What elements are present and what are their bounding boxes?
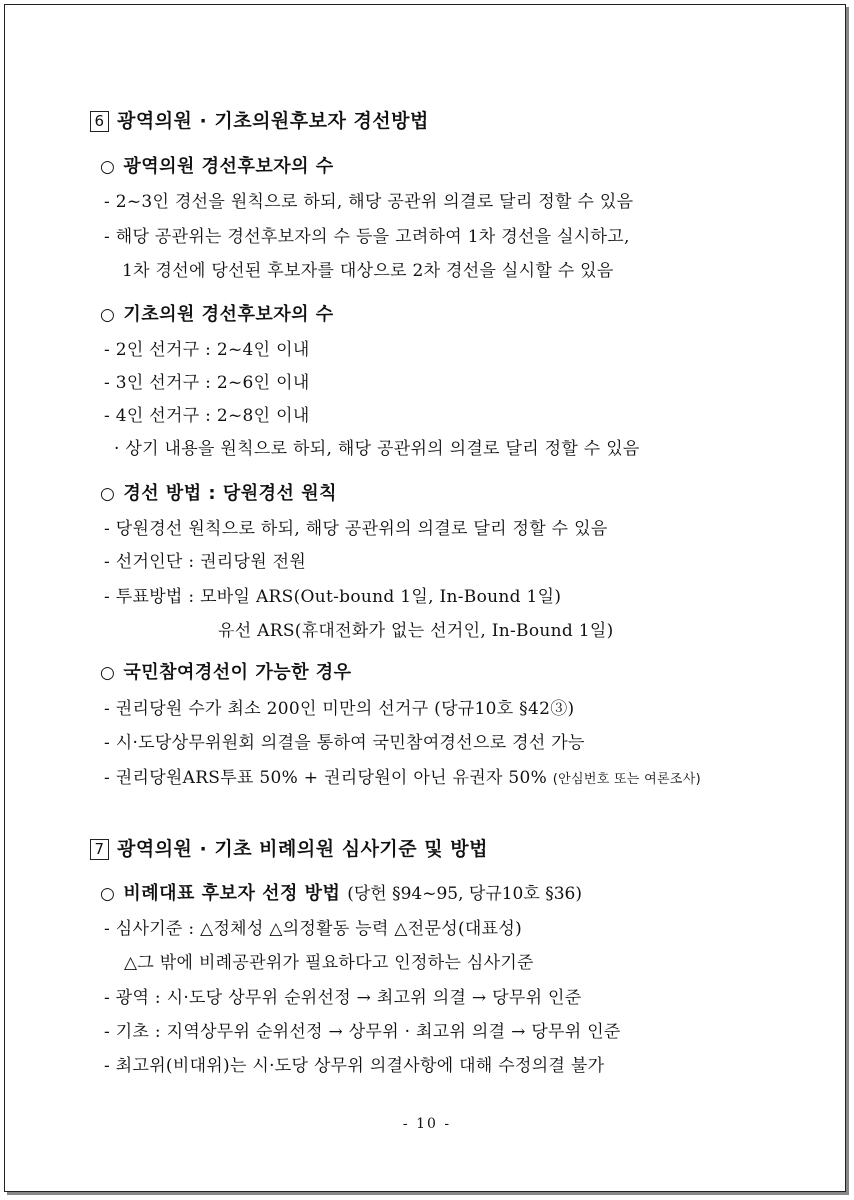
circle-bullet-icon: ○ (100, 663, 116, 683)
list-item: - 당원경선 원칙으로 하되, 해당 공관위의 의결로 달리 정할 수 있음 (104, 519, 608, 539)
list-item (104, 763, 701, 788)
list-item: - 해당 공관위는 경선후보자의 수 등을 고려하여 1차 경선을 실시하고, (104, 227, 630, 247)
section-number-box: 6 (90, 111, 109, 132)
bullet-heading-row (100, 479, 337, 505)
circle-bullet-icon: ○ (100, 305, 116, 325)
bullet-heading-note: (당헌 §94~95, 당규10호 §36) (347, 884, 582, 904)
list-item: · 상기 내용을 원칙으로 하되, 해당 공관위의 의결로 달리 정할 수 있음 (114, 439, 640, 459)
bullet-heading-row (100, 152, 334, 178)
list-item: - 3인 선거구 : 2~6인 이내 (104, 373, 310, 393)
list-item: - 시·도당상무위원회 의결을 통하여 국민참여경선으로 경선 가능 (104, 733, 585, 753)
bullet-heading: 기초의원 경선후보자의 수 (123, 304, 334, 325)
bullet-heading: 경선 방법 : 당원경선 원칙 (123, 483, 337, 504)
circle-bullet-icon: ○ (100, 157, 116, 177)
list-item: 유선 ARS(휴대전화가 없는 선거인, In-Bound 1일) (218, 621, 614, 641)
page-number: - 10 - (402, 1116, 452, 1132)
list-item-text: - 권리당원ARS투표 50% + 권리당원이 아닌 유권자 50% (104, 768, 548, 788)
list-item: - 2~3인 경선을 원칙으로 하되, 해당 공관위 의결로 달리 정할 수 있음 (104, 192, 634, 212)
list-item: - 최고위(비대위)는 시·도당 상무위 의결사항에 대해 수정의결 불가 (104, 1056, 605, 1076)
bullet-heading: 국민참여경선이 가능한 경우 (123, 662, 352, 683)
list-item: - 2인 선거구 : 2~4인 이내 (104, 340, 310, 360)
section-6-title-row (90, 106, 429, 133)
list-item: - 광역 : 시·도당 상무위 순위선정 → 최고위 의결 → 당무위 인준 (104, 988, 582, 1008)
list-item: △그 밖에 비례공관위가 필요하다고 인정하는 심사기준 (124, 953, 534, 973)
circle-bullet-icon: ○ (100, 884, 116, 904)
section-title: 광역의원 · 기초 비례의원 심사기준 및 방법 (117, 838, 488, 860)
bullet-heading-row (100, 658, 352, 684)
bullet-heading-row (100, 300, 334, 326)
section-title: 광역의원 · 기초의원후보자 경선방법 (117, 110, 429, 132)
list-item: - 기초 : 지역상무위 순위선정 → 상무위 · 최고위 의결 → 당무위 인준 (104, 1022, 621, 1042)
circle-bullet-icon: ○ (100, 484, 116, 504)
section-number-box: 7 (90, 839, 109, 860)
section-7-title-row (90, 834, 488, 861)
bullet-heading: 비례대표 후보자 선정 방법 (123, 883, 341, 904)
list-item: - 권리당원 수가 최소 200인 미만의 선거구 (당규10호 §42③) (104, 699, 575, 719)
bullet-heading-row (100, 879, 582, 905)
list-item-note: (안심번호 또는 여론조사) (552, 772, 701, 787)
bullet-heading: 광역의원 경선후보자의 수 (123, 156, 334, 177)
list-item: - 심사기준 : △정체성 △의정활동 능력 △전문성(대표성) (104, 919, 522, 939)
list-item: - 4인 선거구 : 2~8인 이내 (104, 406, 310, 426)
list-item: - 선거인단 : 권리당원 전원 (104, 552, 307, 572)
list-item: - 투표방법 : 모바일 ARS(Out-bound 1일, In-Bound 1일) (104, 587, 562, 607)
list-item: 1차 경선에 당선된 후보자를 대상으로 2차 경선을 실시할 수 있음 (122, 261, 614, 281)
